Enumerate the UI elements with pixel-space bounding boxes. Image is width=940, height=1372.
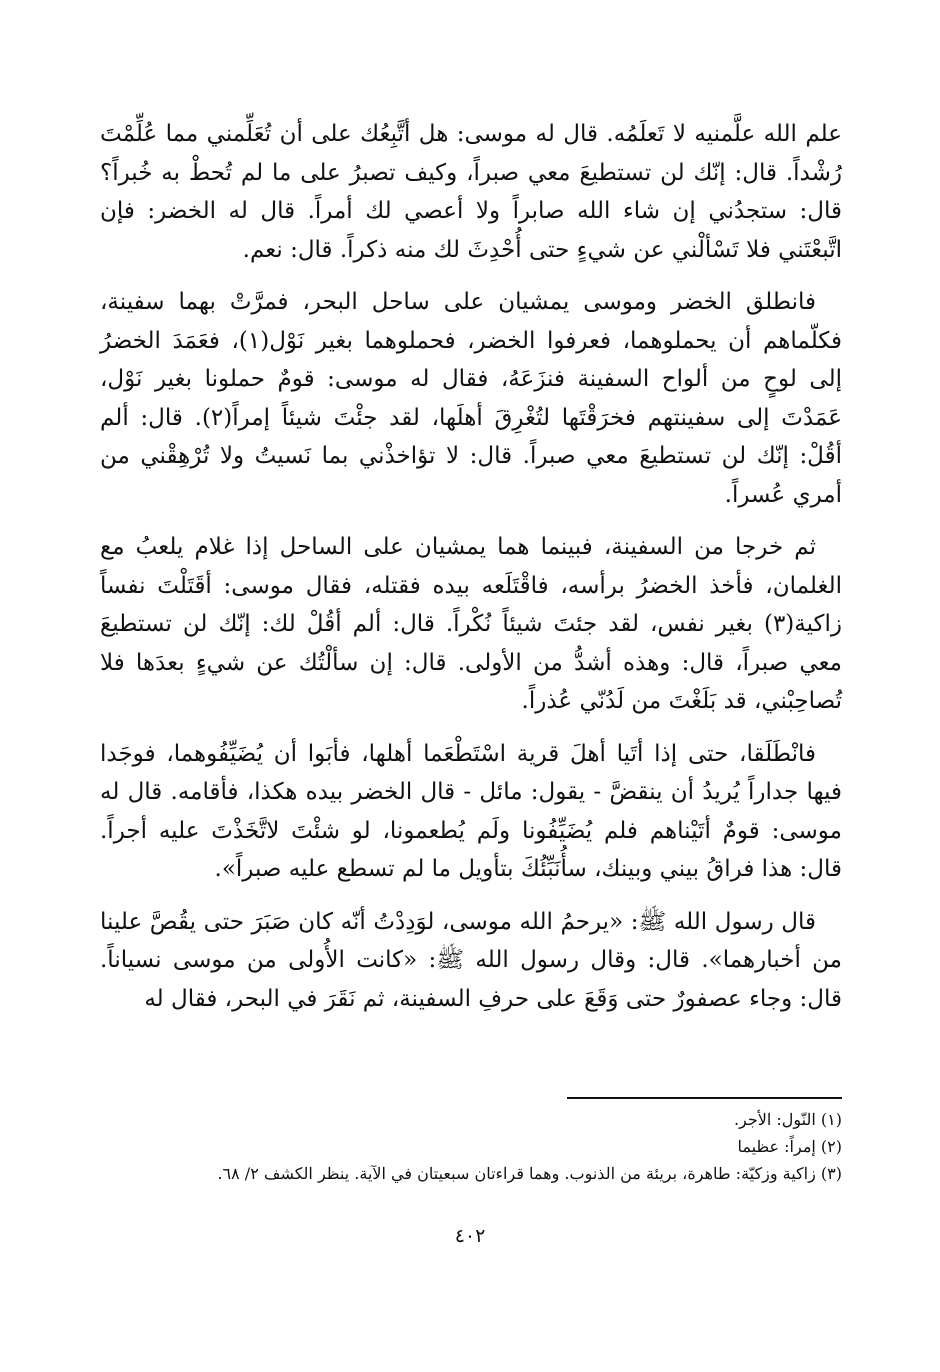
paragraph-2: فانطلق الخضر وموسى يمشيان على ساحل البحر، فمرَّتْ بهما سفينة، فكلّماهم أن يحملوهما، فعرفوا الخضر، فحملوهما بغير نَوْل(١)، فعَمَدَ الخضرُ إلى لوحٍ من ألواح السفينة فنزَعَهُ، فقال له موسى: قومٌ حملونا بغير نَوْل، عَمَدْتَ إلى سفينتهم فخرَقْتَها لتُغْرِقَ أهلَها، لقد جئْتَ شيئاً إمراً(٢). قال: ألم أقُلْ: إنّك لن تستطيعَ معي صبراً. قال: لا تؤاخذْني بما نَسيتُ ولا تُرْهِقْني من أمري عُسراً. — [100, 289, 843, 508]
footnote-2: (٢) إمراً: عظيما — [737, 1137, 842, 1156]
footnote-1: (١) النّول: الأجر. — [733, 1110, 842, 1129]
paragraph-5: قال رسول الله ﷺ: «يرحمُ الله موسى، لوَدِدْتُ أنّه كان صَبَرَ حتى يقُصَّ علينا من أخبارهما». قال: وقال رسول الله ﷺ: «كانت الأُولى من موسى نسياناً. قال: وجاء عصفورٌ حتى وَقَعَ على حرفِ السفينة، ثم نَقَرَ في البحر، فقال له — [100, 908, 842, 1012]
paragraph-3: ثم خرجا من السفينة، فبينما هما يمشيان على الساحل إذا غلام يلعبُ مع الغلمان، فأخذ الخضرُ برأسه، فاقْتَلَعه بيده فقتله، فقال موسى: أقَتَلْتَ نفساً زاكية(٣) بغير نفس، لقد جئتَ شيئاً نُكْراً. قال: ألم أقُلْ لك: إنّك لن تستطيعَ معي صبراً، قال: وهذه أشدُّ من الأولى. قال: إن سألْتُك عن شيءٍ بعدَها فلا تُصاحِبْني، قد بَلَغْتَ من لَدُنّي عُذراً. — [100, 534, 842, 714]
main-text — [100, 115, 842, 1032]
footnote-3: (٣) زاكية وزكيّة: طاهرة، بريئة من الذنوب. وهما قراءتان سبعيتان في الآية. ينظر الكشف ٢/ ٦٨. — [217, 1164, 842, 1183]
page-number: ٤٠٢ — [454, 1225, 486, 1247]
footnotes — [100, 1106, 842, 1187]
footnote-separator — [567, 1097, 842, 1099]
paragraph-4: فانْطَلَقا، حتى إذا أتَيا أهلَ قرية اسْتَطْعَما أهلها، فأبَوا أن يُضَيِّفُوهما، فوجَدا فيها جداراً يُريدُ أن ينقضَّ - يقول: مائل - قال الخضر بيده هكذا، فأقامه. قال له موسى: قومٌ أتَيْناهم فلم يُضَيِّفُونا ولَم يُطعمونا، لو شئْتَ لاتَّخَذْتَ عليه أجراً. قال: هذا فراقُ بيني وبينك، سأُنَبِّئُكَ بتأويل ما لم تسطع عليه صبراً». — [100, 740, 842, 882]
paragraph-1: علم الله علَّمنيه لا تَعلَمُه. قال له موسى: هل أتَّبِعُك على أن تُعَلِّمني مما عُلِّمْتَ رُشْداً. قال: إنّك لن تستطيعَ معي صبراً، وكيف تصبرُ على ما لم تُحطْ به خُبراً؟ قال: ستجدُني إن شاء الله صابراً ولا أعصي لك أمراً. قال له الخضر: فإن اتَّبعْتَني فلا تَسْألْني عن شيءٍ حتى أُحْدِثَ لك منه ذكراً. قال: نعم. — [100, 121, 842, 263]
